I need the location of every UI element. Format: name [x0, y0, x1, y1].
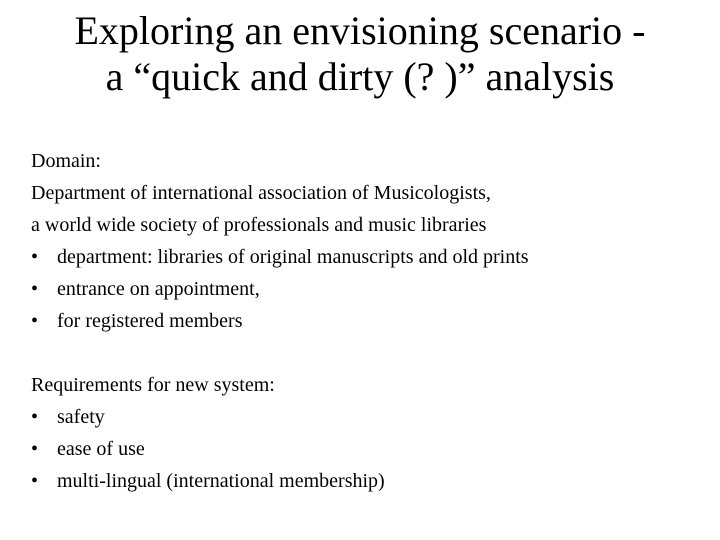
- title-line-2: a “quick and dirty (? )” analysis: [105, 54, 615, 99]
- bullet-icon: •: [31, 438, 39, 460]
- bullet-icon: •: [31, 278, 39, 300]
- domain-bullet-item: [31, 241, 701, 273]
- requirements-heading: Requirements for new system:: [31, 374, 275, 396]
- section-spacer: [31, 337, 701, 369]
- requirements-bullet-item: [31, 401, 701, 433]
- slide-body: [31, 145, 701, 497]
- bullet-icon: •: [31, 246, 39, 268]
- domain-bullet-item: [31, 273, 701, 305]
- bullet-icon: •: [31, 470, 39, 492]
- slide-title: [20, 8, 700, 100]
- requirements-bullet-item: [31, 465, 701, 497]
- bullet-icon: •: [31, 406, 39, 428]
- domain-bullet-item: [31, 305, 701, 337]
- domain-heading: Domain:: [31, 150, 101, 172]
- domain-line-2: a world wide society of professionals and music libraries: [31, 214, 487, 236]
- domain-bullet-text: department: libraries of original manuscripts and old prints: [57, 246, 529, 268]
- domain-bullet-text: for registered members: [57, 310, 243, 332]
- requirements-bullet-item: [31, 433, 701, 465]
- requirements-bullet-text: multi-lingual (international membership): [57, 470, 385, 492]
- domain-bullet-text: entrance on appointment,: [57, 278, 260, 300]
- title-line-1: Exploring an envisioning scenario -: [74, 8, 646, 53]
- domain-line-1: Department of international association of Musicologists,: [31, 182, 491, 204]
- bullet-icon: •: [31, 310, 39, 332]
- requirements-bullet-text: ease of use: [57, 438, 145, 460]
- requirements-bullet-text: safety: [57, 406, 105, 428]
